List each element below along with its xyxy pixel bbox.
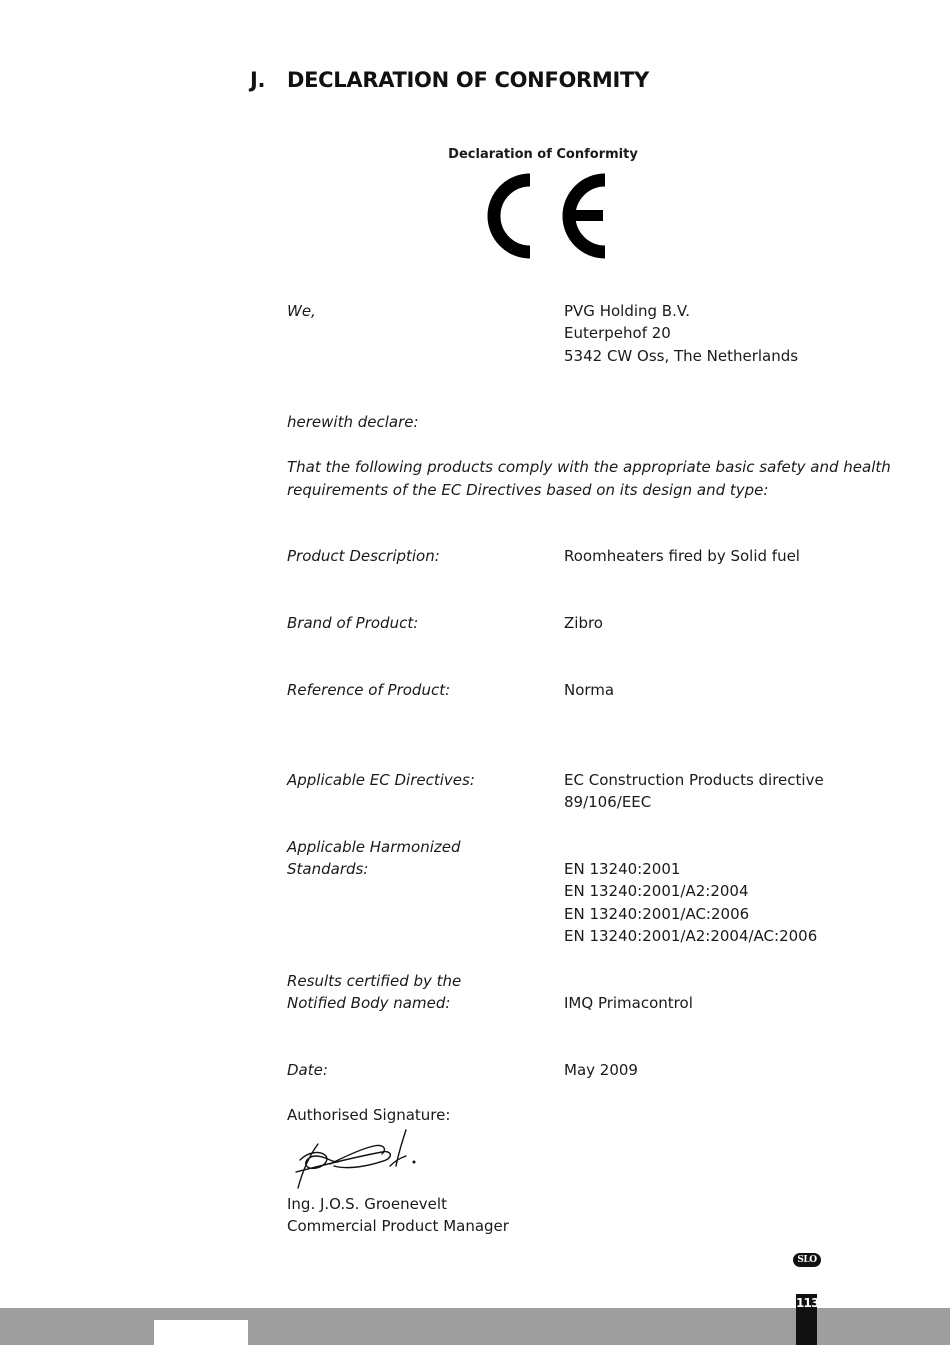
date-value: May 2009 (564, 1061, 638, 1079)
notified-body-label-line: Notified Body named: (287, 994, 451, 1013)
section-title-text: DECLARATION OF CONFORMITY (287, 68, 649, 92)
footer-tab (154, 1320, 248, 1345)
directive-line: 89/106/EEC (564, 793, 652, 812)
directives-label: Applicable EC Directives: (287, 771, 475, 789)
statement-line: That the following products comply with the appropriate basic safety and health (287, 458, 891, 476)
reference-label: Reference of Product: (287, 681, 451, 699)
company-address (564, 300, 798, 367)
reference-value: Norma (564, 681, 615, 699)
company-street: Euterpehof 20 (564, 324, 671, 343)
standards-label-line: Applicable Harmonized (287, 838, 461, 856)
product-description-value: Roomheaters fired by Solid fuel (564, 547, 800, 565)
statement-line: requirements of the EC Directives based on its design and type: (287, 481, 769, 499)
signature-label: Authorised Signature: (287, 1106, 451, 1124)
section-letter: J. (250, 68, 266, 92)
standard-line: EN 13240:2001/A2:2004/AC:2006 (564, 927, 818, 946)
we-label: We, (287, 302, 316, 320)
directive-line: EC Construction Products directive (564, 771, 824, 789)
product-description-label: Product Description: (287, 547, 440, 565)
standard-line: EN 13240:2001/A2:2004 (564, 882, 749, 901)
conformity-statement (287, 456, 891, 502)
ce-mark-icon (478, 168, 612, 264)
country-code-badge: SLO (793, 1253, 821, 1267)
company-city: 5342 CW Oss, The Netherlands (564, 346, 799, 365)
signatory-name: Ing. J.O.S. Groenevelt (287, 1195, 447, 1213)
declare-text: herewith declare: (287, 413, 419, 431)
section-title (250, 68, 649, 92)
brand-value: Zibro (564, 614, 603, 632)
date-label: Date: (287, 1061, 328, 1079)
signatory (287, 1193, 509, 1238)
standards-values (564, 858, 817, 948)
company-name: PVG Holding B.V. (564, 302, 690, 320)
brand-label: Brand of Product: (287, 614, 419, 632)
declaration-heading: Declaration of Conformity (448, 147, 638, 162)
standards-label-line: Standards: (287, 860, 369, 879)
standard-line: EN 13240:2001 (564, 860, 681, 878)
standard-line: EN 13240:2001/AC:2006 (564, 904, 750, 923)
handwritten-signature-icon (290, 1126, 420, 1192)
standards-label (287, 836, 461, 881)
page-number: 113 (796, 1296, 819, 1310)
signatory-role: Commercial Product Manager (287, 1217, 509, 1236)
notified-body-value: IMQ Primacontrol (564, 994, 693, 1012)
notified-body-label-line: Results certified by the (287, 972, 462, 990)
notified-body-label (287, 970, 461, 1015)
directives-values (564, 769, 824, 814)
